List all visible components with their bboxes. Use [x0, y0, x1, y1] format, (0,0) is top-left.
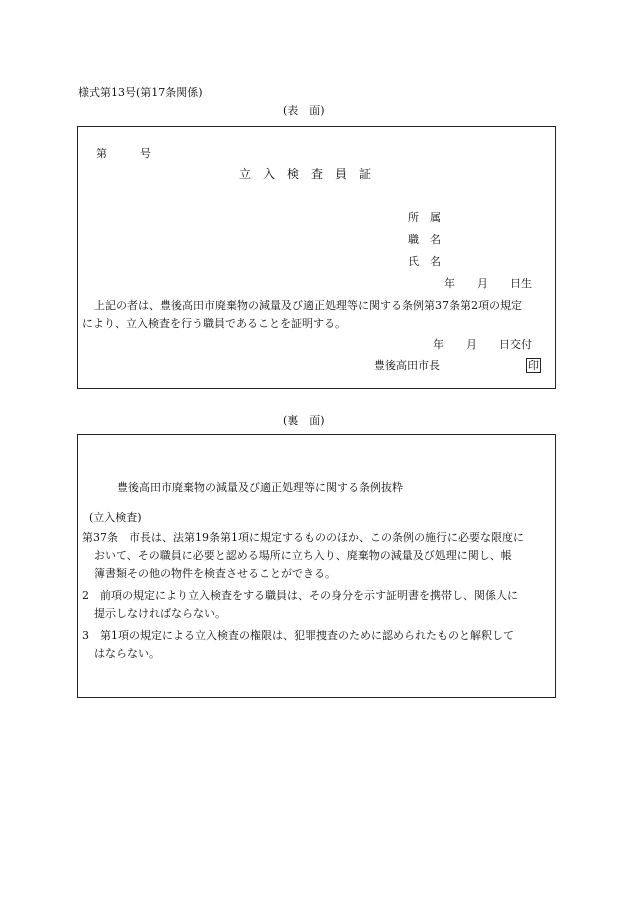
- article-37-line-3: 簿書類その他の物件を検査させることができる。: [94, 567, 336, 580]
- certificate-title: 立 入 検 査 員 証: [239, 167, 372, 181]
- affiliation-label: 所 属: [408, 211, 441, 224]
- issuer-name: 豊後高田市長: [374, 359, 440, 372]
- paragraph-3-line-1: 3 第1項の規定による立入検査の権限は、犯罪捜査のために認められたものと解釈して: [82, 629, 514, 642]
- back-heading: (裏 面): [283, 414, 325, 427]
- paragraph-3-line-2: はならない。: [94, 647, 160, 660]
- paragraph-2-line-1: 2 前項の規定により立入検査をする職員は、その身分を示す証明書を携帯し、関係人に: [82, 589, 518, 602]
- issue-date-line: 年 月 日交付: [433, 338, 532, 351]
- name-label: 氏 名: [408, 255, 441, 268]
- excerpt-title: 豊後高田市廃棄物の減量及び適正処理等に関する条例抜粋: [117, 481, 403, 494]
- seal-mark: 印: [528, 359, 539, 372]
- front-heading: (表 面): [283, 104, 325, 117]
- article-37-line-2: おいて、その職員に必要と認める場所に立ち入り、廃棄物の減量及び処理に関し、帳: [94, 549, 512, 562]
- certificate-number-line: 第 号: [96, 147, 151, 160]
- article-37-line-1: 第37条 市長は、法第19条第1項に規定するもののほか、この条例の施行に必要な限度に: [82, 531, 524, 544]
- form-label: 様式第13号(第17条関係): [78, 86, 203, 99]
- paragraph-2-line-2: 提示しなければならない。: [94, 607, 226, 620]
- certification-text-line-2: により、立入検査を行う職員であることを証明する。: [82, 317, 346, 330]
- seal-wrap: [526, 358, 541, 373]
- back-card: [77, 434, 556, 698]
- birth-date-line: 年 月 日生: [444, 277, 532, 290]
- certification-text-line-1: 上記の者は、豊後高田市廃棄物の減量及び適正処理等に関する条例第37条第2項の規定: [94, 299, 522, 312]
- front-card: [77, 126, 556, 389]
- article-caption: (立入検査): [89, 511, 142, 524]
- job-title-label: 職 名: [408, 233, 441, 246]
